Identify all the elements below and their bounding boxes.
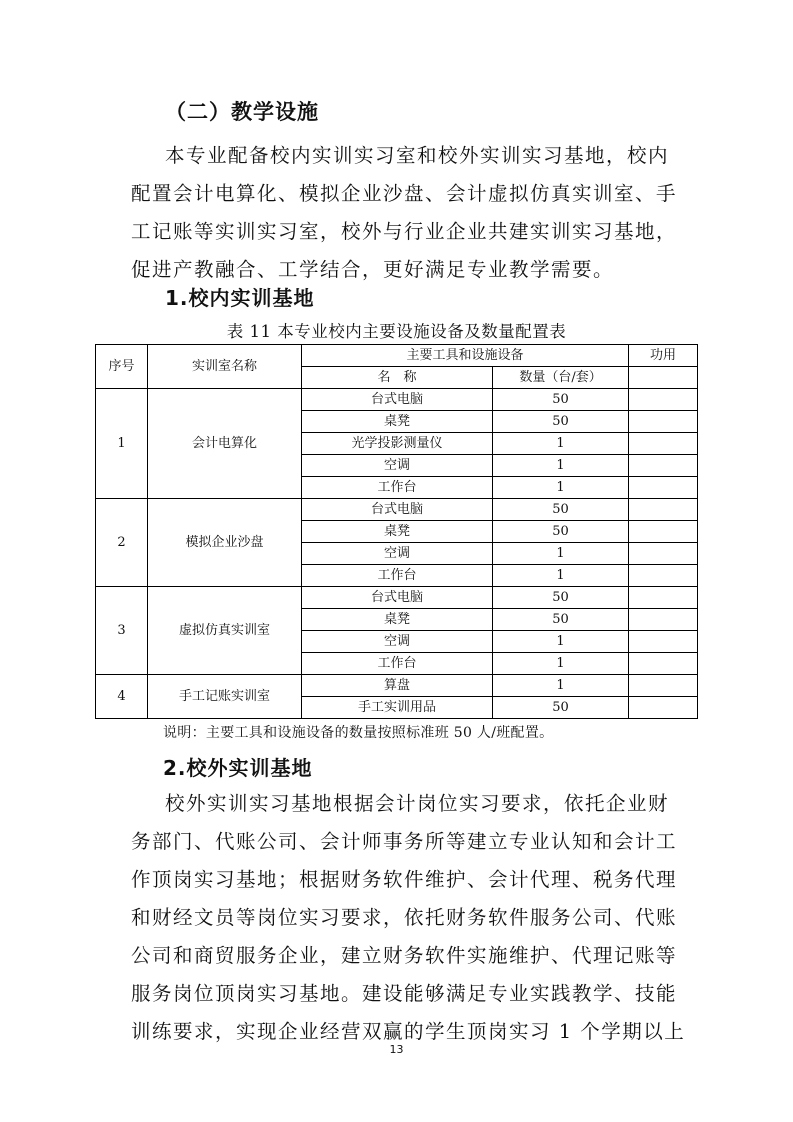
intro-line-1: 本专业配备校内实训实习室和校外实训实习基地，校内	[165, 144, 670, 167]
equipment-name-cell: 光学投影测量仪	[302, 433, 493, 455]
outside-line-2: 务部门、代账公司、会计师事务所等建立专业认知和会计工	[131, 830, 678, 853]
equipment-function-cell	[629, 697, 698, 719]
equipment-qty-cell: 50	[493, 697, 629, 719]
table-note: 说明：主要工具和设施设备的数量按照标准班 50 人/班配置。	[163, 725, 554, 741]
outside-line-7: 训练要求，实现企业经营双赢的学生顶岗实习 1 个学期以上	[131, 1020, 686, 1043]
equipment-function-cell	[629, 543, 698, 565]
sub2-heading: 2.校外实训基地	[163, 756, 313, 780]
equipment-function-cell	[629, 477, 698, 499]
outside-line-3: 作顶岗实习基地；根据财务软件维护、会计代理、税务代理	[131, 868, 678, 891]
equipment-table	[95, 344, 698, 719]
outside-line-4: 和财经文员等岗位实习要求，依托财务软件服务公司、代账	[131, 906, 678, 929]
outside-line-6: 服务岗位顶岗实习基地。建设能够满足专业实践教学、技能	[131, 982, 678, 1005]
equipment-function-cell	[629, 389, 698, 411]
table-row	[96, 499, 698, 521]
equipment-qty-cell: 50	[493, 521, 629, 543]
page-number: 13	[389, 1043, 404, 1056]
equipment-name-cell: 工作台	[302, 653, 493, 675]
header-no: 序号	[96, 345, 148, 389]
equipment-qty-cell: 1	[493, 675, 629, 697]
equipment-name-cell: 桌凳	[302, 521, 493, 543]
equipment-qty-cell: 50	[493, 499, 629, 521]
outside-line-5: 公司和商贸服务企业，建立财务软件实施维护、代理记账等	[131, 944, 678, 967]
equipment-qty-cell: 1	[493, 455, 629, 477]
equipment-function-cell	[629, 653, 698, 675]
equipment-name-cell: 空调	[302, 631, 493, 653]
equipment-name-cell: 台式电脑	[302, 587, 493, 609]
section-heading: （二）教学设施	[165, 99, 319, 124]
equipment-qty-cell: 1	[493, 543, 629, 565]
equipment-qty-cell: 1	[493, 477, 629, 499]
equipment-name-cell: 空调	[302, 543, 493, 565]
equipment-name-cell: 空调	[302, 455, 493, 477]
equipment-function-cell	[629, 455, 698, 477]
equipment-function-cell	[629, 411, 698, 433]
sub1-heading: 1.校内实训基地	[165, 286, 315, 310]
equipment-function-cell	[629, 609, 698, 631]
equipment-table-body	[96, 345, 698, 719]
header-room: 实训室名称	[148, 345, 302, 389]
room-name-cell: 手工记账实训室	[148, 675, 302, 719]
equipment-name-cell: 台式电脑	[302, 389, 493, 411]
equipment-qty-cell: 1	[493, 565, 629, 587]
table-row	[96, 587, 698, 609]
intro-line-3: 工记账等实训实习室，校外与行业企业共建实训实习基地，	[131, 220, 678, 243]
equipment-function-cell	[629, 521, 698, 543]
equipment-name-cell: 台式电脑	[302, 499, 493, 521]
equipment-qty-cell: 50	[493, 609, 629, 631]
header-function: 功用	[629, 345, 698, 367]
equipment-name-cell: 桌凳	[302, 609, 493, 631]
header-qty: 数量（台/套）	[493, 367, 629, 389]
equipment-qty-cell: 50	[493, 587, 629, 609]
room-number-cell: 4	[96, 675, 148, 719]
header-function-empty	[629, 367, 698, 389]
equipment-qty-cell: 1	[493, 631, 629, 653]
header-name: 名 称	[302, 367, 493, 389]
equipment-qty-cell: 1	[493, 653, 629, 675]
equipment-function-cell	[629, 433, 698, 455]
equipment-function-cell	[629, 587, 698, 609]
room-name-cell: 模拟企业沙盘	[148, 499, 302, 587]
equipment-qty-cell: 50	[493, 389, 629, 411]
equipment-name-cell: 工作台	[302, 477, 493, 499]
intro-line-2: 配置会计电算化、模拟企业沙盘、会计虚拟仿真实训室、手	[131, 182, 678, 205]
room-name-cell: 虚拟仿真实训室	[148, 587, 302, 675]
intro-line-4: 促进产教融合、工学结合，更好满足专业教学需要。	[131, 258, 615, 281]
equipment-function-cell	[629, 565, 698, 587]
equipment-function-cell	[629, 631, 698, 653]
table-row	[96, 675, 698, 697]
room-number-cell: 1	[96, 389, 148, 499]
room-number-cell: 2	[96, 499, 148, 587]
room-name-cell: 会计电算化	[148, 389, 302, 499]
header-equipment: 主要工具和设施设备	[302, 345, 629, 367]
outside-line-1: 校外实训实习基地根据会计岗位实习要求，依托企业财	[165, 792, 670, 815]
equipment-name-cell: 桌凳	[302, 411, 493, 433]
table-caption: 表 11 本专业校内主要设施设备及数量配置表	[226, 322, 567, 341]
table-row	[96, 389, 698, 411]
equipment-qty-cell: 50	[493, 411, 629, 433]
equipment-qty-cell: 1	[493, 433, 629, 455]
equipment-name-cell: 手工实训用品	[302, 697, 493, 719]
equipment-function-cell	[629, 675, 698, 697]
equipment-name-cell: 工作台	[302, 565, 493, 587]
room-number-cell: 3	[96, 587, 148, 675]
equipment-function-cell	[629, 499, 698, 521]
table-header-row	[96, 345, 698, 367]
equipment-name-cell: 算盘	[302, 675, 493, 697]
